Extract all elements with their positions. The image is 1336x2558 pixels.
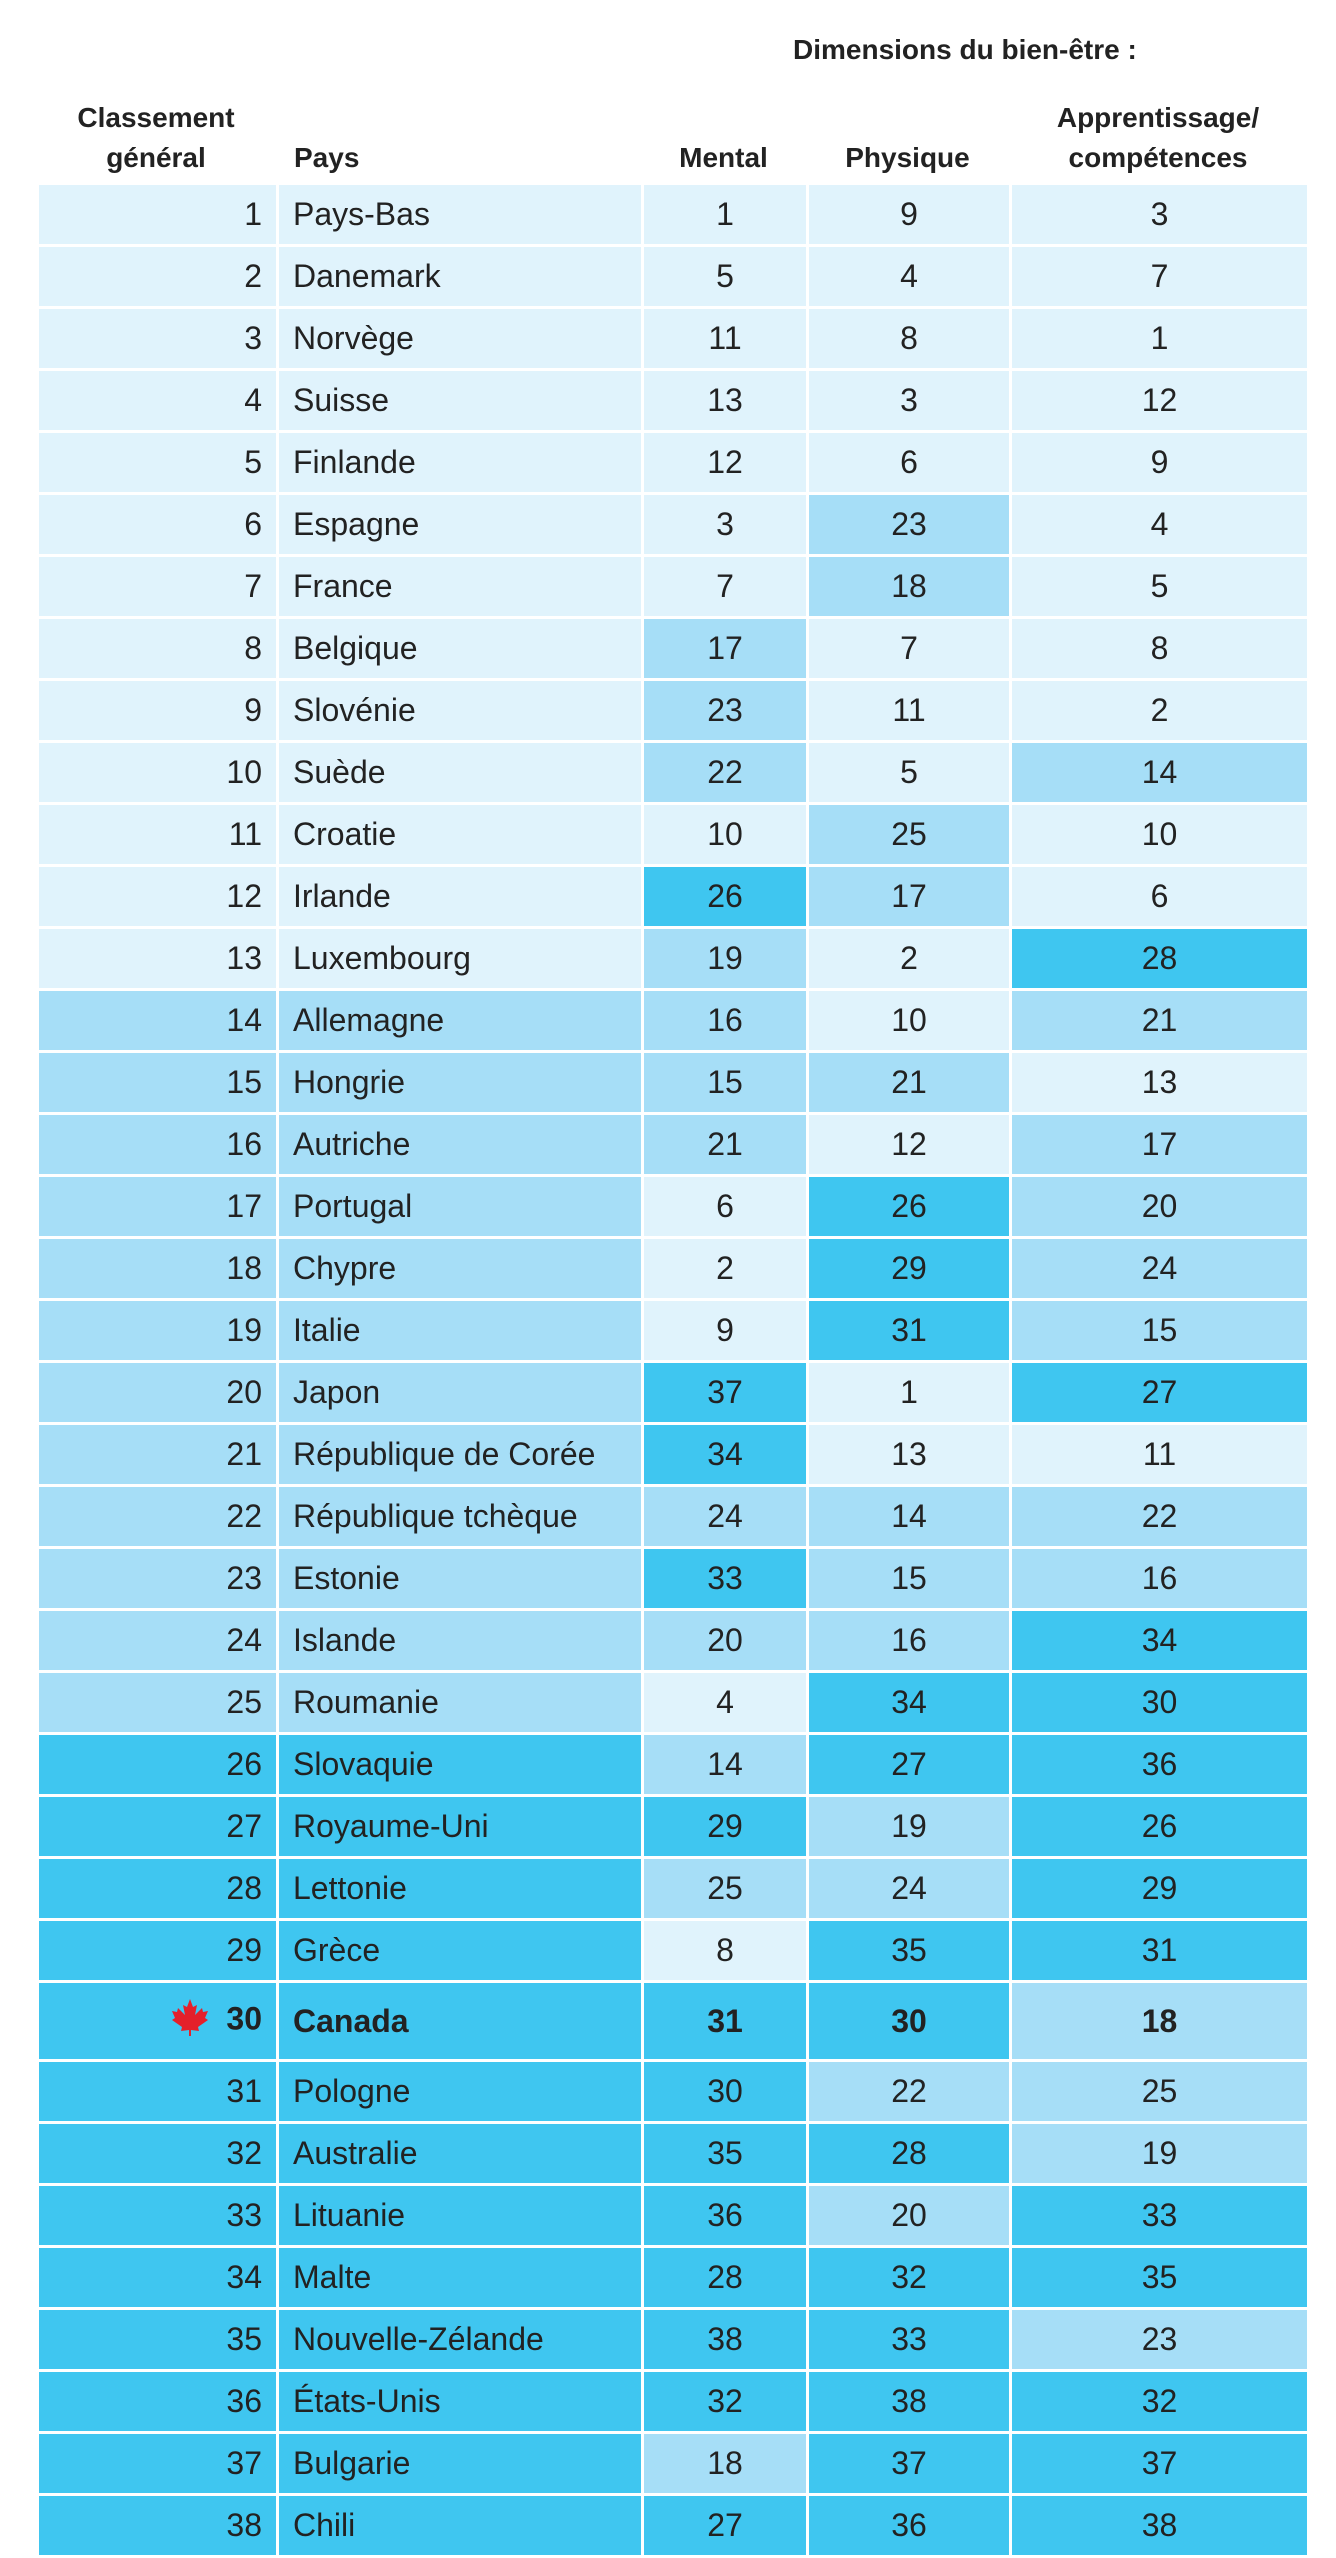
mental-cell: 13: [643, 370, 808, 432]
country-cell: Irlande: [278, 866, 643, 928]
table-row: [38, 370, 1309, 432]
dimensions-header: [0, 0, 1336, 90]
mental-cell: 15: [643, 1052, 808, 1114]
mental-cell: 23: [643, 680, 808, 742]
apprentissage-cell: 4: [1011, 494, 1309, 556]
rank-cell: [38, 1114, 278, 1176]
rank-value: 33: [226, 2197, 262, 2233]
table-row: [38, 1610, 1309, 1672]
rank-cell: [38, 184, 278, 246]
rank-cell: [38, 2433, 278, 2495]
table-row: [38, 432, 1309, 494]
rank-value: 15: [226, 1064, 262, 1100]
rank-cell: [38, 246, 278, 308]
rank-cell: [38, 556, 278, 618]
rank-value: 24: [226, 1622, 262, 1658]
mental-cell: 32: [643, 2371, 808, 2433]
apprentissage-cell: 36: [1011, 1734, 1309, 1796]
apprentissage-cell: 3: [1011, 184, 1309, 246]
rank-cell: [38, 1982, 278, 2061]
physique-cell: 36: [808, 2495, 1011, 2557]
rank-cell: [38, 1734, 278, 1796]
physique-cell: 23: [808, 494, 1011, 556]
apprentissage-cell: 30: [1011, 1672, 1309, 1734]
physique-cell: 6: [808, 432, 1011, 494]
mental-cell: 11: [643, 308, 808, 370]
country-cell: Bulgarie: [278, 2433, 643, 2495]
country-cell: Roumanie: [278, 1672, 643, 1734]
rank-cell: [38, 2309, 278, 2371]
mental-cell: 26: [643, 866, 808, 928]
country-cell: Lituanie: [278, 2185, 643, 2247]
physique-cell: 19: [808, 1796, 1011, 1858]
table-row: [38, 1858, 1309, 1920]
rank-value: 1: [244, 196, 262, 232]
mental-cell: 30: [643, 2061, 808, 2123]
table-row: [38, 804, 1309, 866]
mental-cell: 37: [643, 1362, 808, 1424]
apprentissage-cell: 18: [1011, 1982, 1309, 2061]
physique-cell: 9: [808, 184, 1011, 246]
mental-cell: 34: [643, 1424, 808, 1486]
rank-value: 22: [226, 1498, 262, 1534]
mental-cell: 7: [643, 556, 808, 618]
rank-value: 25: [226, 1684, 262, 1720]
apprentissage-cell: 28: [1011, 928, 1309, 990]
rank-value: 20: [226, 1374, 262, 1410]
rank-value: 18: [226, 1250, 262, 1286]
rank-value: 32: [226, 2135, 262, 2171]
country-cell: Allemagne: [278, 990, 643, 1052]
mental-cell: 28: [643, 2247, 808, 2309]
physique-cell: 2: [808, 928, 1011, 990]
table-row: [38, 2247, 1309, 2309]
apprentissage-cell: 17: [1011, 1114, 1309, 1176]
physique-cell: 17: [808, 866, 1011, 928]
country-cell: Chypre: [278, 1238, 643, 1300]
rank-cell: [38, 1548, 278, 1610]
physique-cell: 37: [808, 2433, 1011, 2495]
rank-value: 10: [226, 754, 262, 790]
rank-value: 12: [226, 878, 262, 914]
col-header-pays: Pays: [294, 142, 360, 173]
country-cell: Hongrie: [278, 1052, 643, 1114]
table-row: [38, 928, 1309, 990]
apprentissage-cell: 23: [1011, 2309, 1309, 2371]
table-row: [38, 742, 1309, 804]
ranking-table: [36, 182, 1310, 2558]
apprentissage-cell: 37: [1011, 2433, 1309, 2495]
country-cell: Luxembourg: [278, 928, 643, 990]
rank-value: 36: [226, 2383, 262, 2419]
rank-value: 34: [226, 2259, 262, 2295]
rank-value: 9: [244, 692, 262, 728]
rank-cell: [38, 2495, 278, 2557]
rank-cell: [38, 1858, 278, 1920]
mental-cell: 36: [643, 2185, 808, 2247]
rank-cell: [38, 866, 278, 928]
rank-value: 23: [226, 1560, 262, 1596]
physique-cell: 20: [808, 2185, 1011, 2247]
table-row: [38, 1672, 1309, 1734]
country-cell: Chili: [278, 2495, 643, 2557]
table-row: [38, 1486, 1309, 1548]
country-cell: Pologne: [278, 2061, 643, 2123]
table-row: [38, 2495, 1309, 2557]
apprentissage-cell: 21: [1011, 990, 1309, 1052]
mental-cell: 3: [643, 494, 808, 556]
physique-cell: 18: [808, 556, 1011, 618]
rank-cell: [38, 1610, 278, 1672]
rank-value: 30: [226, 2000, 262, 2037]
physique-cell: 28: [808, 2123, 1011, 2185]
mental-cell: 5: [643, 246, 808, 308]
rank-value: 27: [226, 1808, 262, 1844]
physique-cell: 8: [808, 308, 1011, 370]
country-cell: Royaume-Uni: [278, 1796, 643, 1858]
apprentissage-cell: 27: [1011, 1362, 1309, 1424]
rank-value: 3: [244, 320, 262, 356]
physique-cell: 1: [808, 1362, 1011, 1424]
table-row: [38, 618, 1309, 680]
apprentissage-cell: 16: [1011, 1548, 1309, 1610]
country-cell: Australie: [278, 2123, 643, 2185]
table-row: [38, 2433, 1309, 2495]
mental-cell: 29: [643, 1796, 808, 1858]
table-row: [38, 866, 1309, 928]
rank-cell: [38, 618, 278, 680]
physique-cell: 32: [808, 2247, 1011, 2309]
rank-value: 13: [226, 940, 262, 976]
country-cell: Portugal: [278, 1176, 643, 1238]
rank-value: 38: [226, 2507, 262, 2543]
table-row: [38, 2061, 1309, 2123]
mental-cell: 21: [643, 1114, 808, 1176]
mental-cell: 22: [643, 742, 808, 804]
table-row: [38, 2123, 1309, 2185]
country-cell: Danemark: [278, 246, 643, 308]
rank-value: 37: [226, 2445, 262, 2481]
physique-cell: 13: [808, 1424, 1011, 1486]
physique-cell: 30: [808, 1982, 1011, 2061]
mental-cell: 38: [643, 2309, 808, 2371]
physique-cell: 27: [808, 1734, 1011, 1796]
apprentissage-cell: 11: [1011, 1424, 1309, 1486]
physique-cell: 29: [808, 1238, 1011, 1300]
physique-cell: 12: [808, 1114, 1011, 1176]
table-row: [38, 494, 1309, 556]
physique-cell: 33: [808, 2309, 1011, 2371]
rank-value: 8: [244, 630, 262, 666]
table-row: [38, 1052, 1309, 1114]
physique-cell: 10: [808, 990, 1011, 1052]
rank-value: 19: [226, 1312, 262, 1348]
table-row: [38, 2185, 1309, 2247]
mental-cell: 14: [643, 1734, 808, 1796]
table-row: [38, 1238, 1309, 1300]
col-header-mental: Mental: [679, 142, 768, 173]
rank-cell: [38, 2371, 278, 2433]
table-row: [38, 1548, 1309, 1610]
mental-cell: 25: [643, 1858, 808, 1920]
rank-cell: [38, 1176, 278, 1238]
rank-cell: [38, 2061, 278, 2123]
rank-cell: [38, 2123, 278, 2185]
table-row: [38, 1796, 1309, 1858]
table-row: [38, 680, 1309, 742]
col-header-physique: Physique: [845, 142, 970, 173]
table-row: [38, 184, 1309, 246]
mental-cell: 20: [643, 1610, 808, 1672]
rank-value: 2: [244, 258, 262, 294]
physique-cell: 31: [808, 1300, 1011, 1362]
table-row: [38, 556, 1309, 618]
rank-cell: [38, 928, 278, 990]
dimensions-title: Dimensions du bien-être :: [793, 34, 1137, 65]
country-cell: Slovénie: [278, 680, 643, 742]
country-cell: États-Unis: [278, 2371, 643, 2433]
table-row: [38, 1300, 1309, 1362]
rank-cell: [38, 1486, 278, 1548]
country-cell: France: [278, 556, 643, 618]
mental-cell: 9: [643, 1300, 808, 1362]
rank-value: 17: [226, 1188, 262, 1224]
rank-value: 4: [244, 382, 262, 418]
physique-cell: 15: [808, 1548, 1011, 1610]
rank-value: 31: [226, 2073, 262, 2109]
apprentissage-cell: 20: [1011, 1176, 1309, 1238]
country-cell: Finlande: [278, 432, 643, 494]
country-cell: Pays-Bas: [278, 184, 643, 246]
table-row: [38, 246, 1309, 308]
mental-cell: 27: [643, 2495, 808, 2557]
mental-cell: 10: [643, 804, 808, 866]
apprentissage-cell: 1: [1011, 308, 1309, 370]
rank-cell: [38, 2185, 278, 2247]
mental-cell: 31: [643, 1982, 808, 2061]
rank-value: 35: [226, 2321, 262, 2357]
apprentissage-cell: 14: [1011, 742, 1309, 804]
table-row: [38, 1424, 1309, 1486]
mental-cell: 17: [643, 618, 808, 680]
rank-cell: [38, 1362, 278, 1424]
country-cell: République tchèque: [278, 1486, 643, 1548]
table-row: [38, 1362, 1309, 1424]
country-cell: Italie: [278, 1300, 643, 1362]
table-row: [38, 990, 1309, 1052]
rank-cell: [38, 1424, 278, 1486]
country-cell: République de Corée: [278, 1424, 643, 1486]
rank-cell: [38, 1052, 278, 1114]
mental-cell: 1: [643, 184, 808, 246]
physique-cell: 7: [808, 618, 1011, 680]
apprentissage-cell: 24: [1011, 1238, 1309, 1300]
rank-cell: [38, 2247, 278, 2309]
country-cell: Malte: [278, 2247, 643, 2309]
rank-cell: [38, 1920, 278, 1982]
mental-cell: 35: [643, 2123, 808, 2185]
apprentissage-cell: 8: [1011, 618, 1309, 680]
physique-cell: 38: [808, 2371, 1011, 2433]
rank-cell: [38, 680, 278, 742]
apprentissage-cell: 12: [1011, 370, 1309, 432]
mental-cell: 4: [643, 1672, 808, 1734]
apprentissage-cell: 38: [1011, 2495, 1309, 2557]
mental-cell: 12: [643, 432, 808, 494]
rank-cell: [38, 1672, 278, 1734]
apprentissage-cell: 7: [1011, 246, 1309, 308]
country-cell: Islande: [278, 1610, 643, 1672]
col-header-apprentissage: Apprentissage/ compétences: [1056, 102, 1260, 173]
table-body: [38, 184, 1309, 2557]
physique-cell: 22: [808, 2061, 1011, 2123]
apprentissage-cell: 34: [1011, 1610, 1309, 1672]
country-cell: Grèce: [278, 1920, 643, 1982]
col-header-rank: Classement général: [77, 102, 235, 173]
apprentissage-cell: 2: [1011, 680, 1309, 742]
apprentissage-cell: 26: [1011, 1796, 1309, 1858]
rank-value: 16: [226, 1126, 262, 1162]
country-cell: Norvège: [278, 308, 643, 370]
physique-cell: 21: [808, 1052, 1011, 1114]
mental-cell: 33: [643, 1548, 808, 1610]
rank-value: 29: [226, 1932, 262, 1968]
rank-cell: [38, 804, 278, 866]
physique-cell: 26: [808, 1176, 1011, 1238]
mental-cell: 16: [643, 990, 808, 1052]
column-headers: [36, 90, 1307, 182]
physique-cell: 4: [808, 246, 1011, 308]
rank-value: 5: [244, 444, 262, 480]
rank-cell: [38, 1238, 278, 1300]
physique-cell: 11: [808, 680, 1011, 742]
table-row: [38, 2371, 1309, 2433]
apprentissage-cell: 32: [1011, 2371, 1309, 2433]
country-cell: Espagne: [278, 494, 643, 556]
physique-cell: 25: [808, 804, 1011, 866]
rank-value: 11: [228, 816, 262, 852]
table-row: [38, 1982, 1309, 2061]
physique-cell: 24: [808, 1858, 1011, 1920]
physique-cell: 5: [808, 742, 1011, 804]
apprentissage-cell: 22: [1011, 1486, 1309, 1548]
physique-cell: 3: [808, 370, 1011, 432]
apprentissage-cell: 35: [1011, 2247, 1309, 2309]
rank-cell: [38, 990, 278, 1052]
apprentissage-cell: 31: [1011, 1920, 1309, 1982]
rank-cell: [38, 742, 278, 804]
apprentissage-cell: 33: [1011, 2185, 1309, 2247]
country-cell: Suisse: [278, 370, 643, 432]
apprentissage-cell: 15: [1011, 1300, 1309, 1362]
mental-cell: 2: [643, 1238, 808, 1300]
country-cell: Belgique: [278, 618, 643, 680]
rank-value: 7: [244, 568, 262, 604]
physique-cell: 16: [808, 1610, 1011, 1672]
apprentissage-cell: 5: [1011, 556, 1309, 618]
physique-cell: 34: [808, 1672, 1011, 1734]
rank-value: 26: [226, 1746, 262, 1782]
rank-cell: [38, 432, 278, 494]
mental-cell: 18: [643, 2433, 808, 2495]
rank-value: 14: [226, 1002, 262, 1038]
table-row: [38, 1114, 1309, 1176]
country-cell: Lettonie: [278, 1858, 643, 1920]
country-cell: Canada: [278, 1982, 643, 2061]
rank-value: 21: [226, 1436, 262, 1472]
mental-cell: 6: [643, 1176, 808, 1238]
country-cell: Japon: [278, 1362, 643, 1424]
physique-cell: 35: [808, 1920, 1011, 1982]
table-row: [38, 1734, 1309, 1796]
rank-cell: [38, 494, 278, 556]
rank-cell: [38, 370, 278, 432]
rank-cell: [38, 1300, 278, 1362]
country-cell: Nouvelle-Zélande: [278, 2309, 643, 2371]
maple-leaf-icon: [170, 1997, 210, 2045]
apprentissage-cell: 19: [1011, 2123, 1309, 2185]
apprentissage-cell: 25: [1011, 2061, 1309, 2123]
apprentissage-cell: 10: [1011, 804, 1309, 866]
country-cell: Estonie: [278, 1548, 643, 1610]
rank-cell: [38, 308, 278, 370]
apprentissage-cell: 9: [1011, 432, 1309, 494]
mental-cell: 8: [643, 1920, 808, 1982]
rank-cell: [38, 1796, 278, 1858]
table-row: [38, 1920, 1309, 1982]
country-cell: Suède: [278, 742, 643, 804]
country-cell: Autriche: [278, 1114, 643, 1176]
table-row: [38, 2309, 1309, 2371]
physique-cell: 14: [808, 1486, 1011, 1548]
apprentissage-cell: 13: [1011, 1052, 1309, 1114]
rank-value: 28: [226, 1870, 262, 1906]
apprentissage-cell: 6: [1011, 866, 1309, 928]
rank-value: 6: [244, 506, 262, 542]
mental-cell: 19: [643, 928, 808, 990]
country-cell: Croatie: [278, 804, 643, 866]
table-row: [38, 1176, 1309, 1238]
country-cell: Slovaquie: [278, 1734, 643, 1796]
mental-cell: 24: [643, 1486, 808, 1548]
apprentissage-cell: 29: [1011, 1858, 1309, 1920]
table-row: [38, 308, 1309, 370]
